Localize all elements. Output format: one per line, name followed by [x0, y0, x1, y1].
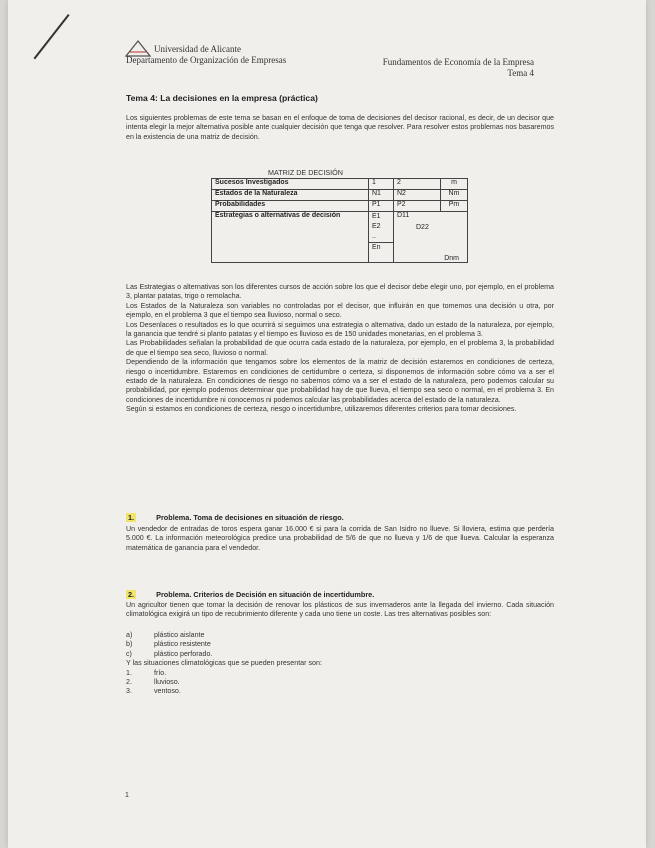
- situations-intro: Y las situaciones climatológicas que se pueden presentar son:: [126, 659, 322, 668]
- matrix-cell: D22: [416, 224, 429, 231]
- paragraph: Dependiendo de la información que tengamos sobre los elementos de la matriz de decisión estaremos en condiciones de certeza, riesgo o incertidumbre. Estaremos en condiciones de certidumbre o certeza, si disponemos de información sobre cómo va a ser el estado de la naturaleza. En condiciones de riesgo no sabemos cómo va a ser el estado de la naturaleza, pero podemos calcular su probabilidad, por ejemplo podemos determinar que probabilidad hay de que llueva, el tiempo sea seco o normal, en el problema 3. En condiciones de incertidumbre ni conocemos ni podemos calcular las probabilidades acerca del estado de la naturaleza.: [126, 358, 554, 404]
- matrix-cell: P2: [394, 201, 441, 212]
- matrix-cell: En: [369, 242, 393, 253]
- course-name: Fundamentos de Economía de la Empresa: [382, 57, 534, 67]
- list-text: ventoso.: [154, 687, 181, 696]
- intro-paragraph: Los siguientes problemas de este tema se basan en el enfoque de toma de decisiones del decisor racional, es decir, de un decisor que intenta elegir la mejor alternativa posible ante cualquier decisión que tenga que resolver. Para resolver estos problemas nos basaremos en la existencia de una matriz de decisión.: [126, 114, 554, 141]
- list-marker: a): [126, 631, 133, 639]
- list-item: [126, 678, 322, 687]
- paragraph: Los Desenlaces o resultados es lo que ocurrirá si seguimos una estrategia o alternativa, dado un estado de la naturaleza, por ejemplo, la ganancia que tendré si planto patatas y el tiempo es lluvioso es de 150 unidades monetarias, en el problema 3.: [126, 320, 554, 339]
- list-item: [126, 650, 322, 659]
- problem-1-heading: [126, 513, 344, 522]
- problem-number: 1.: [128, 513, 135, 522]
- matrix-row-label: Probabilidades: [212, 201, 369, 212]
- list-item: [126, 687, 322, 696]
- list-item: [126, 640, 322, 649]
- list-item: [126, 631, 322, 640]
- table-row: [212, 212, 468, 263]
- matrix-cell: ..: [372, 233, 376, 240]
- matrix-cell: 2: [394, 179, 441, 190]
- problem-1-text: Un vendedor de entradas de toros espera ganar 16.000 € si para la corrida de San Isidro no llueve. Si lloviera, estima que perdería 5.000 €. La información meteorológica predice una probabilidad de 5/6 de que no llueva y 1/6 de que llueva. Calcular la esperanza matemática de ganancia para el vendedor.: [126, 525, 554, 552]
- list-marker: 3.: [126, 687, 132, 696]
- matrix-cell: N2: [394, 190, 441, 201]
- matrix-row-label: Sucesos Investigados: [212, 179, 369, 190]
- matrix-cell: Dnm: [444, 255, 459, 262]
- unit-label: Tema 4: [507, 68, 534, 78]
- list-marker: 2.: [126, 678, 132, 687]
- header-course: [383, 57, 534, 79]
- list-text: frío.: [154, 668, 167, 677]
- problem-number: 2.: [128, 590, 135, 599]
- problem-2-heading: [126, 590, 374, 599]
- matrix-cell: Pm: [441, 201, 468, 212]
- problem-title: Problema. Toma de decisiones en situación de riesgo.: [156, 513, 344, 522]
- table-row: [212, 179, 468, 190]
- list-text: plástico aislante: [154, 631, 205, 639]
- problem-title: Problema. Criterios de Decisión en situación de incertidumbre.: [156, 590, 375, 599]
- matrix-row-label: Estados de la Naturaleza: [212, 190, 369, 201]
- paragraph: Según si estamos en condiciones de certeza, riesgo o incertidumbre, utilizaremos diferentes criterios para tomar decisiones.: [126, 405, 517, 414]
- explanation-text: [126, 283, 554, 415]
- list-text: plástico perforado.: [154, 649, 213, 658]
- matrix-cell: D11: [397, 212, 410, 219]
- matrix-cell: 1: [369, 179, 394, 190]
- paragraph: Los Estados de la Naturaleza son variables no controladas por el decisor, que influirán en que tomemos una decisión u otra, por ejemplo, en el problema 3 que el tiempo sea lluvioso, normal o seco.: [126, 301, 554, 320]
- list-item: [126, 669, 322, 678]
- page-number: 1: [125, 792, 129, 799]
- table-row: [212, 190, 468, 201]
- document-page: [8, 0, 646, 848]
- department-name: Departamento de Organización de Empresas: [126, 55, 287, 65]
- paragraph: Las Estrategias o alternativas son los diferentes cursos de acción sobre los que el decisor debe elegir uno, por ejemplo, en el problema 3, plantar patatas, trigo o remolacha.: [126, 283, 554, 301]
- table-row: [212, 201, 468, 212]
- problem-2-text: Un agricultor tienen que tomar la decisión de renovar los plásticos de sus invernaderos ante la llegada del invierno. Cada situación climatológica exigirá un tipo de recubrimiento diferente y cada uno tiene un coste. Las tres alternativas posibles son:: [126, 601, 554, 619]
- list-text: lluvioso.: [154, 678, 180, 687]
- pen-mark: [34, 14, 70, 59]
- decision-matrix: [211, 178, 468, 263]
- matrix-strategy-cell: [369, 212, 394, 263]
- matrix-cell: P1: [369, 201, 394, 212]
- matrix-cell: E2: [372, 223, 381, 230]
- list-text: plástico resistente: [154, 640, 211, 649]
- matrix-title: MATRIZ DE DECISIÓN: [268, 168, 343, 177]
- page-title: Tema 4: La decisiones en la empresa (práctica): [126, 93, 318, 103]
- alternatives-list: [126, 631, 322, 697]
- paragraph: Las Probabilidades señalan la probabilidad de que ocurra cada estado de la naturaleza, por ejemplo, en el problema 3, la probabilidad de que el tiempo sea seco, lluvioso o normal.: [126, 339, 554, 357]
- header-institution: [126, 44, 286, 66]
- list-marker: 1.: [126, 668, 132, 677]
- matrix-outcome-cell: [394, 212, 468, 263]
- matrix-cell: E1: [372, 213, 381, 220]
- list-marker: c): [126, 649, 132, 658]
- university-name: Universidad de Alicante: [154, 44, 241, 54]
- list-marker: b): [126, 640, 133, 649]
- matrix-cell: m: [441, 179, 468, 190]
- matrix-cell: Nm: [441, 190, 468, 201]
- matrix-cell: N1: [369, 190, 394, 201]
- matrix-row-label: Estrategias o alternativas de decisión: [212, 212, 369, 263]
